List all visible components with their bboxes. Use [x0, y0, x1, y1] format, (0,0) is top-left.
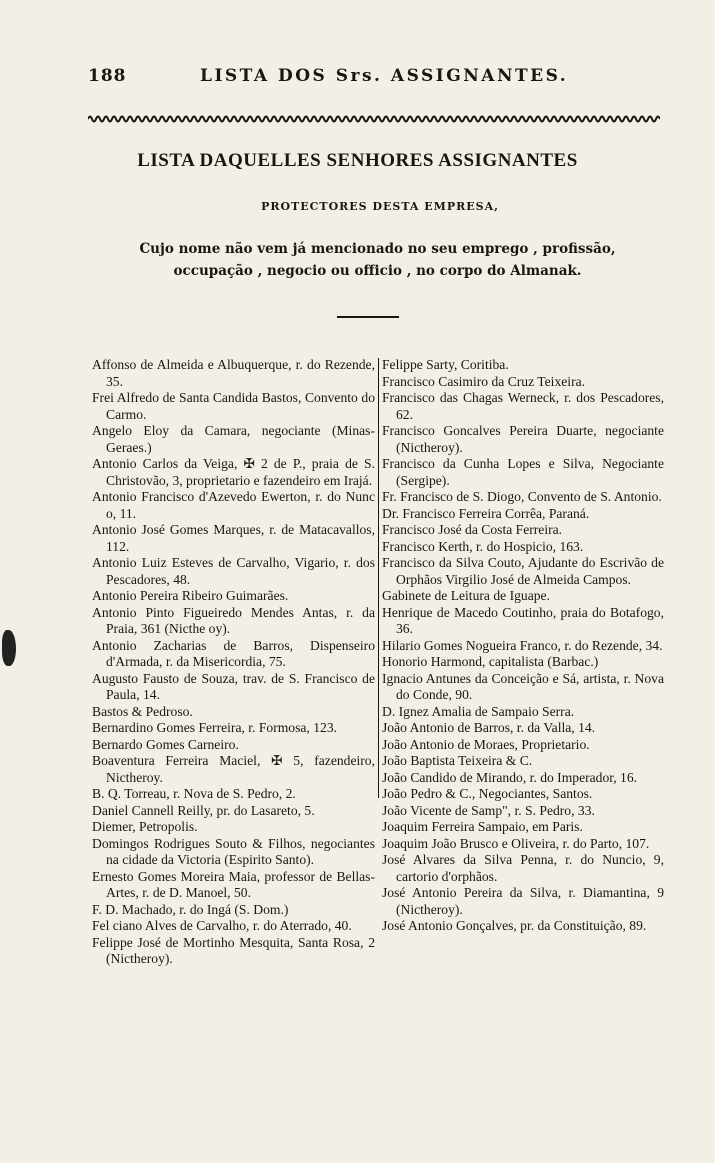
subscriber-entry: Frei Alfredo de Santa Candida Bastos, Convento do Carmo. — [92, 390, 375, 422]
subscriber-entry: Antonio José Gomes Marques, r. de Matacavallos, 112. — [92, 522, 375, 554]
subscriber-entry: Affonso de Almeida e Albuquerque, r. do Rezende, 35. — [92, 357, 375, 389]
subscriber-entry: Felippe Sarty, Coritiba. — [382, 357, 509, 372]
page-number: 188 — [88, 66, 127, 86]
subscriber-entry: Daniel Cannell Reilly, pr. do Lasareto, 5. — [92, 802, 315, 818]
subscriber-entry: Ernesto Gomes Moreira Maia, professor de Bellas-Artes, r. de D. Manoel, 50. — [92, 868, 375, 900]
subscriber-entry: Dr. Francisco Ferreira Corrêa, Paraná. — [382, 505, 590, 521]
list-title: LISTA DAQUELLES SENHORES ASSIGNANTES — [137, 150, 578, 171]
subscriber-entry: Francisco da Cunha Lopes e Silva, Negociante (Sergipe). — [382, 456, 664, 488]
subscriber-entry: Boaventura Ferreira Maciel, ✠ 5, fazendeiro, Nictheroy. — [92, 753, 375, 785]
subscriber-entry: Domingos Rodrigues Souto & Filhos, negociantes na cidade da Victoria (Espirito Santo). — [92, 835, 375, 867]
subscriber-entry: João Antonio de Barros, r. da Valla, 14. — [382, 720, 596, 735]
subscriber-entry: Fr. Francisco de S. Diogo, Convento de S. Antonio. — [382, 489, 662, 504]
subscriber-entry: Diemer, Petropolis. — [92, 819, 198, 834]
subscriber-entry: José Antonio Pereira da Silva, r. Diamantina, 9 (Nictheroy). — [382, 885, 664, 917]
subscriber-entry: Bernardino Gomes Ferreira, r. Formosa, 123. — [92, 720, 338, 735]
subscriber-entry: João Vicente de Samp", r. S. Pedro, 33. — [382, 802, 595, 818]
subscriber-entry: B. Q. Torreau, r. Nova de S. Pedro, 2. — [92, 786, 296, 801]
subscriber-entry: Antonio Pereira Ribeiro Guimarães. — [92, 588, 289, 603]
subscriber-entry: Henrique de Macedo Coutinho, praia do Botafogo, 36. — [382, 604, 664, 636]
subscriber-entry: Felippe José de Mortinho Mesquita, Santa Rosa, 2 (Nictheroy). — [92, 934, 375, 966]
subscriber-entry: Antonio Pinto Figueiredo Mendes Antas, r. da Praia, 361 (Nicthe oy). — [92, 604, 375, 636]
subscriber-entry: Antonio Carlos da Veiga, ✠ 2 de P., praia de S. Christovão, 3, proprietario e fazendeiro em Irajá. — [92, 456, 375, 488]
subscriber-entry: F. D. Machado, r. do Ingá (S. Dom.) — [92, 901, 289, 917]
column-divider — [378, 358, 379, 798]
decorative-wavy-rule — [88, 113, 660, 125]
subscriber-entry: Angelo Eloy da Camara, negociante (Minas-Geraes.) — [92, 423, 375, 455]
page-header — [88, 66, 668, 90]
subscriber-entry: Joaquim Ferreira Sampaio, em Paris. — [382, 819, 583, 834]
subscriber-entry: Francisco Goncalves Pereira Duarte, negociante (Nictheroy). — [382, 423, 664, 455]
subscriber-entry: Francisco da Silva Couto, Ajudante do Escrivão de Orphãos Virgilio José de Almeida Campos. — [382, 555, 664, 587]
subscriber-entry: João Antonio de Moraes, Proprietario. — [382, 736, 590, 752]
subscriber-entry: Antonio Francisco d'Azevedo Ewerton, r. do Nunc o, 11. — [92, 489, 375, 521]
list-subtitle: PROTECTORES DESTA EMPRESA, — [261, 200, 499, 213]
subscriber-entry: Joaquim João Brusco e Oliveira, r. do Parto, 107. — [382, 835, 650, 851]
subscriber-entry: José Antonio Gonçalves, pr. da Constituição, 89. — [382, 918, 647, 933]
subscriber-entry: Bastos & Pedroso. — [92, 703, 193, 719]
subscriber-entry: Antonio Luiz Esteves de Carvalho, Vigario, r. dos Pescadores, 48. — [92, 555, 375, 587]
subscriber-entry: João Candido de Mirando, r. do Imperador, 16. — [382, 769, 638, 785]
subscriber-entry: Augusto Fausto de Souza, trav. de S. Francisco de Paula, 14. — [92, 670, 375, 702]
subscriber-entry: Honorio Harmond, capitalista (Barbac.) — [382, 654, 599, 669]
subscriber-entry: Francisco José da Costa Ferreira. — [382, 522, 563, 537]
subscriber-entry: Fel ciano Alves de Carvalho, r. do Aterrado, 40. — [92, 918, 352, 933]
subscriber-entry: Antonio Zacharias de Barros, Dispenseiro d'Armada, r. da Misericordia, 75. — [92, 637, 375, 669]
intro-note: Cujo nome não vem já mencionado no seu emprego , profissão, occupação , negocio ou officio , no corpo do Almanak. — [139, 241, 616, 279]
margin-ink-mark — [2, 630, 16, 666]
left-column-subscribers — [92, 357, 375, 968]
subscriber-entry: Hilario Gomes Nogueira Franco, r. do Rezende, 34. — [382, 637, 663, 653]
running-title: LISTA DOS Srs. ASSIGNANTES. — [200, 66, 569, 86]
short-divider-rule — [337, 316, 399, 318]
subscriber-entry: João Pedro & C., Negociantes, Santos. — [382, 786, 593, 801]
subscriber-entry: Bernardo Gomes Carneiro. — [92, 736, 239, 752]
subscriber-entry: José Alvares da Silva Penna, r. do Nuncio, 9, cartorio d'orphãos. — [382, 852, 664, 884]
subscriber-entry: Francisco Kerth, r. do Hospicio, 163. — [382, 538, 584, 554]
subscriber-entry: D. Ignez Amalia de Sampaio Serra. — [382, 703, 575, 719]
subscriber-entry: João Baptista Teixeira & C. — [382, 753, 533, 768]
subscriber-entry: Francisco das Chagas Werneck, r. dos Pescadores, 62. — [382, 390, 664, 422]
right-column-subscribers — [382, 357, 664, 935]
subscriber-entry: Ignacio Antunes da Conceição e Sá, artista, r. Nova do Conde, 90. — [382, 670, 664, 702]
subscriber-entry: Gabinete de Leitura de Iguape. — [382, 588, 550, 603]
subscriber-entry: Francisco Casimiro da Cruz Teixeira. — [382, 373, 586, 389]
